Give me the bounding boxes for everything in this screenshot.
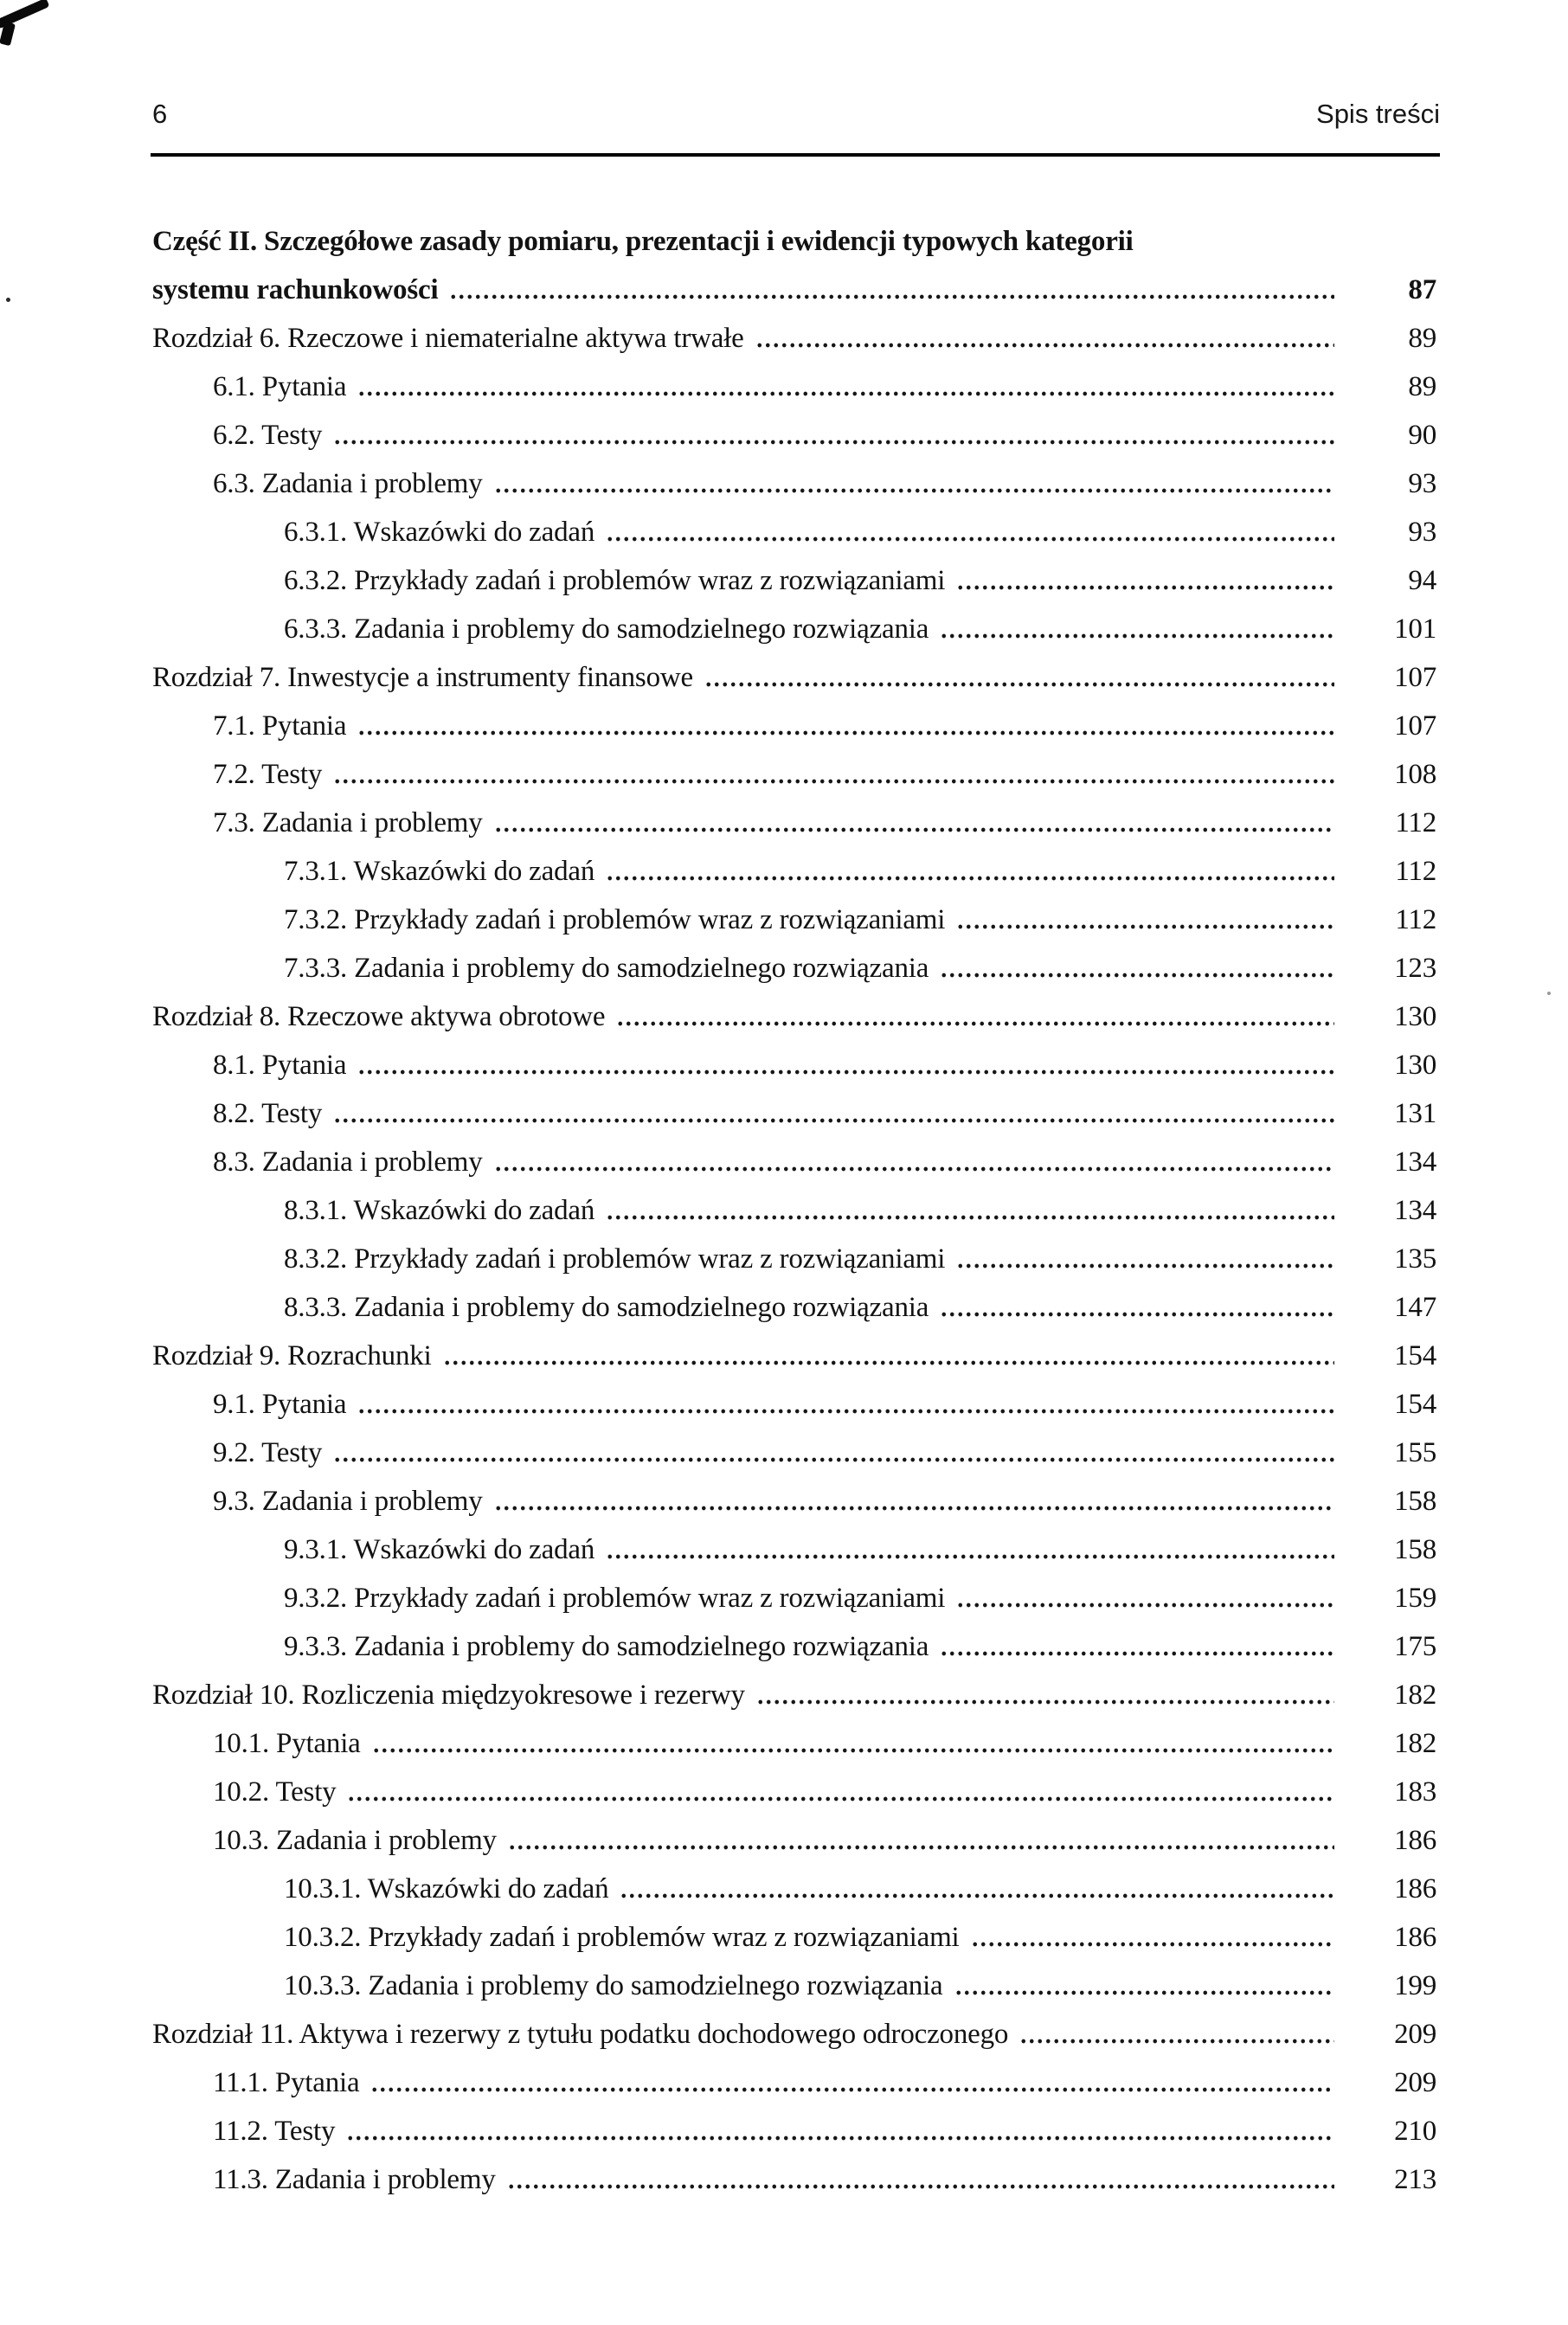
toc-entry-label: 6.3.3. Zadania i problemy do samodzielnego rozwiązania [284,613,929,645]
toc-entry-page-number: 186 [1394,1873,1436,1904]
dot-leader [956,896,1334,944]
toc-entry-label: Rozdział 10. Rozliczenia międzyokresowe i rezerwy [152,1680,745,1711]
dot-leader [755,314,1334,363]
toc-entry-page-number: 209 [1394,2019,1436,2050]
toc-entry [152,1186,1436,1235]
toc-entry [152,1719,1436,1768]
toc-entry [152,363,1436,411]
dot-leader [357,1380,1334,1429]
toc-entry [152,1962,1436,2010]
dot-leader [333,1089,1334,1138]
dot-leader [508,1816,1334,1865]
toc-entry [152,1380,1436,1429]
dot-leader [940,944,1334,992]
dot-leader [507,2155,1334,2204]
toc-entry-label: 7.1. Pytania [213,710,347,742]
toc-entry [152,266,1436,314]
toc-entry-label: Rozdział 9. Rozrachunki [152,1340,432,1371]
dot-leader [357,702,1334,750]
toc-entry-page-number: 131 [1394,1098,1436,1129]
toc-entry-page-number: 94 [1408,565,1436,596]
dot-leader [494,799,1334,847]
dot-leader [1019,2010,1334,2058]
dot-leader [357,363,1334,411]
dot-leader [346,2107,1334,2155]
toc-entry [152,508,1436,556]
toc-entry-page-number: 209 [1394,2067,1436,2098]
toc-entry-page-number: 93 [1408,468,1436,499]
toc-entry [152,2058,1436,2107]
toc-entry-label: 6.3.2. Przykłady zadań i problemów wraz z rozwiązaniami [284,565,946,596]
toc-entry [152,750,1436,799]
toc-entry-page-number: 130 [1394,1050,1436,1081]
toc-entry-label: 10.1. Pytania [213,1728,361,1759]
toc-entry-label: 9.3.2. Przykłady zadań i problemów wraz z rozwiązaniami [284,1583,946,1614]
dot-leader [956,556,1334,605]
toc-entry-page-number: 159 [1394,1583,1436,1614]
toc-entry [152,799,1436,847]
toc-entry-label: 7.3.2. Przykłady zadań i problemów wraz z rozwiązaniami [284,904,946,935]
toc-entry-page-number: 112 [1395,856,1436,887]
toc-entry-label: 6.3.1. Wskazówki do zadań [284,517,595,548]
toc-entry-label: 8.3.1. Wskazówki do zadań [284,1195,595,1226]
toc-entry-page-number: 87 [1408,274,1436,305]
toc-entry [152,1865,1436,1913]
toc-entry [152,217,1436,266]
dot-leader [494,459,1334,508]
toc-entry-label: 6.3. Zadania i problemy [213,468,483,499]
toc-entry-label: Część II. Szczegółowe zasady pomiaru, prezentacji i ewidencji typowych kategorii [152,226,1134,257]
toc-entry [152,1477,1436,1525]
toc-entry [152,653,1436,702]
toc-entry [152,2107,1436,2155]
toc-entry [152,1041,1436,1089]
toc-entry-page-number: 130 [1394,1001,1436,1032]
scan-artifact-speck [1547,992,1551,995]
dot-leader [357,1041,1334,1089]
toc-entry-label: 10.3.1. Wskazówki do zadań [284,1873,609,1904]
toc-entry-page-number: 155 [1394,1437,1436,1468]
toc-entry-page-number: 154 [1394,1340,1436,1371]
toc-entry [152,1913,1436,1962]
toc-entry-label: 10.3.3. Zadania i problemy do samodzielnego rozwiązania [284,1970,943,2001]
toc-entry-page-number: 112 [1395,904,1436,935]
page-header [152,100,1440,127]
toc-entry-page-number: 107 [1394,662,1436,693]
toc-entry-label: 9.3.1. Wskazówki do zadań [284,1534,595,1565]
dot-leader [940,1283,1334,1332]
toc-entry [152,314,1436,363]
toc-entry-label: 9.2. Testy [213,1437,323,1468]
toc-entry-page-number: 182 [1394,1728,1436,1759]
dot-leader [704,653,1334,702]
dot-leader [347,1768,1334,1816]
toc-entry-page-number: 107 [1394,710,1436,742]
header-rule [151,153,1440,157]
toc-entry-page-number: 112 [1395,807,1436,838]
toc-entry [152,1816,1436,1865]
toc-entry-label: 8.3.2. Przykłady zadań i problemów wraz z rozwiązaniami [284,1243,946,1275]
dot-leader [494,1477,1334,1525]
toc-entry [152,1622,1436,1671]
toc-entry-page-number: 199 [1394,1970,1436,2001]
dot-leader [956,1574,1334,1622]
toc-entry [152,896,1436,944]
toc-entry [152,1332,1436,1380]
toc-entry [152,2010,1436,2058]
toc-entry-label: 7.3.3. Zadania i problemy do samodzielnego rozwiązania [284,953,929,984]
toc-entry [152,411,1436,459]
toc-entry-label: 7.3. Zadania i problemy [213,807,483,838]
toc-entry [152,1768,1436,1816]
toc-entry-page-number: 182 [1394,1680,1436,1711]
toc-entry-label: 8.1. Pytania [213,1050,347,1081]
dot-leader [606,1525,1334,1574]
toc-entry [152,605,1436,653]
dot-leader [606,847,1334,896]
header-title: Spis treści [1316,99,1440,129]
toc-entry [152,847,1436,896]
toc-entry-page-number: 89 [1408,371,1436,402]
dot-leader [954,1962,1335,2010]
toc-entry-label: 11.2. Testy [213,2116,336,2147]
toc-entry-label: 8.2. Testy [213,1098,323,1129]
toc-entry [152,1235,1436,1283]
dot-leader [333,1429,1334,1477]
dot-leader [606,508,1334,556]
toc-entry-page-number: 108 [1394,759,1436,790]
toc-entry-label: 6.1. Pytania [213,371,347,402]
dot-leader [443,1332,1334,1380]
toc-entry-label: Rozdział 8. Rzeczowe aktywa obrotowe [152,1001,606,1032]
toc-entry [152,702,1436,750]
toc-entry-page-number: 213 [1394,2164,1436,2195]
toc-entry-label: systemu rachunkowości [152,274,439,305]
toc-entry-page-number: 158 [1394,1486,1436,1517]
toc-entry-label: 8.3. Zadania i problemy [213,1146,483,1178]
toc-entry-label: Rozdział 7. Inwestycje a instrumenty finansowe [152,662,693,693]
dot-leader [940,1622,1334,1671]
toc-entry-page-number: 186 [1394,1922,1436,1953]
dot-leader [620,1865,1334,1913]
toc-entry-label: 7.3.1. Wskazówki do zadań [284,856,595,887]
dot-leader [616,992,1334,1041]
toc-entry-page-number: 183 [1394,1776,1436,1808]
dot-leader [606,1186,1334,1235]
toc-entry [152,1525,1436,1574]
toc-entry [152,459,1436,508]
toc-entry [152,2155,1436,2204]
toc-entry-page-number: 89 [1408,323,1436,354]
toc-entry [152,1283,1436,1332]
toc-entry-page-number: 93 [1408,517,1436,548]
toc-entry-label: Rozdział 11. Aktywa i rezerwy z tytułu podatku dochodowego odroczonego [152,2019,1009,2050]
dot-leader [971,1913,1334,1962]
toc-entry [152,992,1436,1041]
scan-artifact-speck [6,298,10,302]
dot-leader [956,1235,1334,1283]
dot-leader [372,1719,1334,1768]
toc-entry-label: 9.3. Zadania i problemy [213,1486,483,1517]
header-page-number: 6 [152,99,168,129]
toc-entry-page-number: 101 [1394,613,1436,645]
toc-entry [152,1138,1436,1186]
toc-entry-label: 7.2. Testy [213,759,323,790]
toc-entry-label: 9.1. Pytania [213,1389,347,1420]
toc-entry-page-number: 158 [1394,1534,1436,1565]
toc-entry-label: 10.3. Zadania i problemy [213,1825,497,1856]
toc-entry-page-number: 90 [1408,420,1436,451]
toc-entry-page-number: 134 [1394,1195,1436,1226]
dot-leader [756,1671,1334,1719]
toc-entry-page-number: 175 [1394,1631,1436,1662]
dot-leader [940,605,1334,653]
dot-leader [370,2058,1334,2107]
toc-entry [152,1574,1436,1622]
toc-entry-page-number: 134 [1394,1146,1436,1178]
dot-leader [494,1138,1334,1186]
toc-entry-page-number: 135 [1394,1243,1436,1275]
toc-entry-page-number: 147 [1394,1292,1436,1323]
toc-entry-page-number: 123 [1394,953,1436,984]
toc-entry-label: 9.3.3. Zadania i problemy do samodzielnego rozwiązania [284,1631,929,1662]
toc-entry [152,1429,1436,1477]
toc-entry-page-number: 154 [1394,1389,1436,1420]
toc-entry [152,1671,1436,1719]
toc-entry-page-number: 186 [1394,1825,1436,1856]
toc-entry-label: 11.1. Pytania [213,2067,360,2098]
toc-entry [152,944,1436,992]
toc-entry-page-number: 210 [1394,2116,1436,2147]
toc-entry-label: 10.3.2. Przykłady zadań i problemów wraz z rozwiązaniami [284,1922,960,1953]
toc-list [152,217,1436,2204]
toc-entry-label: 6.2. Testy [213,420,323,451]
toc-entry-label: 8.3.3. Zadania i problemy do samodzielnego rozwiązania [284,1292,929,1323]
toc-entry [152,556,1436,605]
dot-leader [449,266,1334,314]
toc-entry-label: Rozdział 6. Rzeczowe i niematerialne aktywa trwałe [152,323,744,354]
toc-entry [152,1089,1436,1138]
dot-leader [333,411,1334,459]
toc-entry-label: 10.2. Testy [213,1776,337,1808]
dot-leader [333,750,1334,799]
toc-entry-label: 11.3. Zadania i problemy [213,2164,496,2195]
